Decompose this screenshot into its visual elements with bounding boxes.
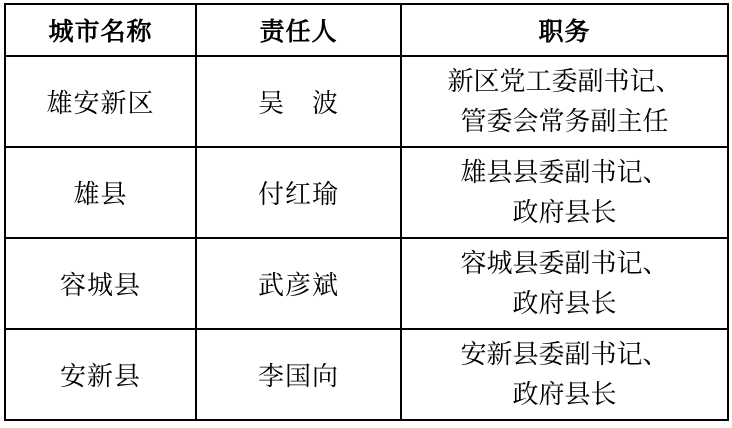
cell-person: 付红瑜 xyxy=(196,147,401,238)
cell-city: 安新县 xyxy=(5,329,196,420)
cell-city: 容城县 xyxy=(5,238,196,329)
cell-person: 吴 波 xyxy=(196,56,401,147)
table-row xyxy=(5,329,728,420)
table-row xyxy=(5,56,728,147)
position-line: 政府县长 xyxy=(512,197,617,227)
cell-city: 雄县 xyxy=(5,147,196,238)
position-line: 政府县长 xyxy=(512,288,617,318)
position-line: 管委会常务副主任 xyxy=(460,106,669,136)
cell-position xyxy=(401,329,728,420)
cell-position xyxy=(401,147,728,238)
cell-person: 武彦斌 xyxy=(196,238,401,329)
table-row xyxy=(5,147,728,238)
table-row xyxy=(5,238,728,329)
position-line: 容城县委副书记、 xyxy=(460,248,669,278)
cell-city: 雄安新区 xyxy=(5,56,196,147)
cell-person: 李国向 xyxy=(196,329,401,420)
position-line: 雄县县委副书记、 xyxy=(460,157,669,187)
header-city-name: 城市名称 xyxy=(5,4,196,56)
header-position: 职务 xyxy=(401,4,728,56)
cell-position xyxy=(401,238,728,329)
header-responsible-person: 责任人 xyxy=(196,4,401,56)
position-line: 安新县委副书记、 xyxy=(460,339,669,369)
position-line: 新区党工委副书记、 xyxy=(447,66,682,96)
officials-table xyxy=(4,3,729,421)
cell-position xyxy=(401,56,728,147)
position-line: 政府县长 xyxy=(512,379,617,409)
table-header-row xyxy=(5,4,728,56)
